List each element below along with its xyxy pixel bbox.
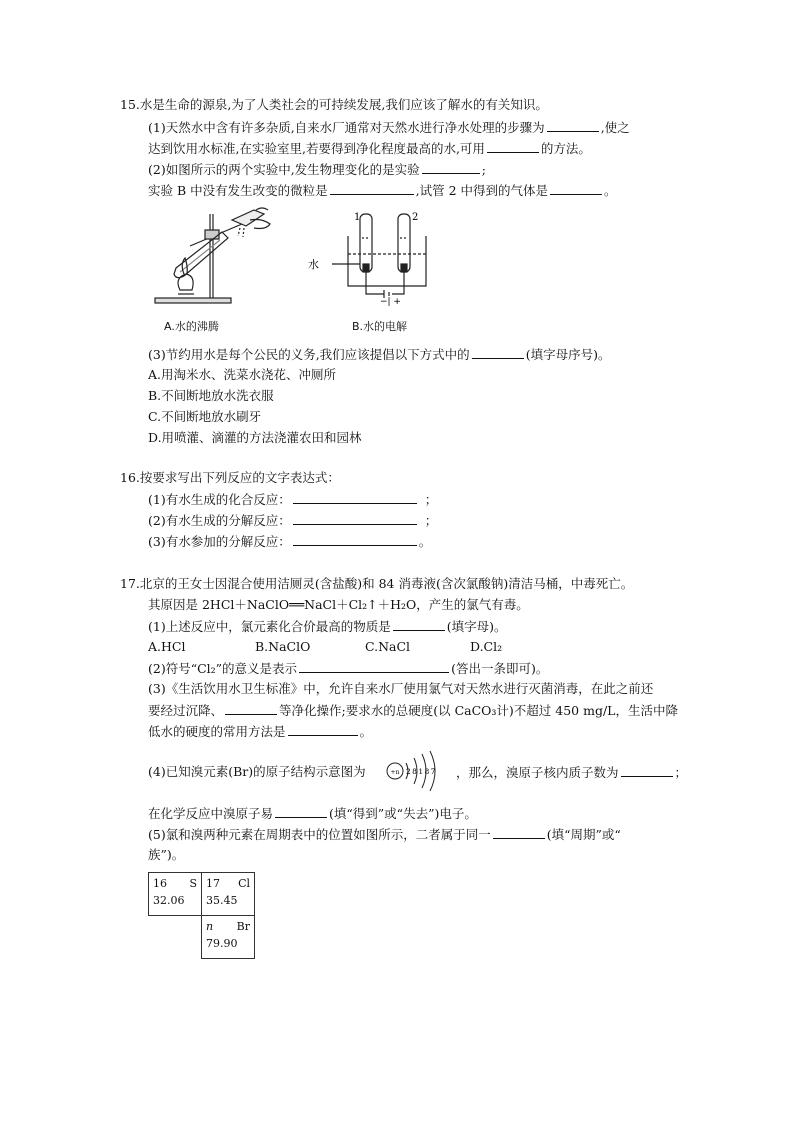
- water-label: 水: [308, 258, 319, 271]
- q17-p3e: 。: [359, 724, 373, 739]
- q17-p2a: (2)符号“Cl₂”的意义是表示: [148, 661, 298, 676]
- battery-sign: −| +: [380, 297, 401, 307]
- q16-end1: ；: [424, 492, 438, 507]
- q15-option-a: A.用淘米水、洗菜水浇花、冲厕所: [148, 367, 337, 382]
- answer-blank[interactable]: [550, 181, 602, 195]
- atom-nucleus: +n: [390, 769, 400, 776]
- figure-a-caption: A.水的沸腾: [164, 320, 219, 333]
- q17-p3c: 等净化操作;要求水的总硬度(以 CaCO₃计)不超过 450 mg/L，生活中降: [279, 703, 678, 718]
- answer-blank[interactable]: [293, 532, 417, 546]
- q17-part3-line1: (3)《生活饮用水卫生标准》中，允许自来水厂使用氯气对天然水进行灭菌消毒，在此之前还: [148, 681, 654, 696]
- figure-b-caption: B.水的电解: [352, 320, 408, 333]
- q17-p4c: ；: [674, 765, 688, 780]
- q15-title: 15.水是生命的源泉,为了人类社会的可持续发展,我们应该了解水的有关知识。: [120, 97, 548, 112]
- answer-blank[interactable]: [299, 659, 449, 673]
- figure-b-electrolysis: [300, 208, 450, 310]
- q15-part1-line1: [148, 118, 630, 137]
- answer-blank[interactable]: [422, 160, 480, 174]
- answer-blank[interactable]: [293, 490, 417, 504]
- cl-symbol: Cl: [238, 877, 250, 890]
- q15-p2b: ;: [481, 162, 486, 177]
- q17-p5b: (填“周期”或“: [546, 827, 621, 842]
- br-symbol: Br: [236, 920, 250, 933]
- q17-p2b: (答出一条即可)。: [451, 661, 549, 676]
- figure-a-boiling: [150, 206, 285, 310]
- q16-line2: [148, 511, 437, 530]
- q16-line3: [148, 532, 431, 551]
- cl-number: 17: [206, 877, 220, 890]
- answer-blank[interactable]: [393, 617, 445, 631]
- q15-p3b: (填字母序号)。: [525, 347, 611, 362]
- q17-option-b: B.NaClO: [255, 639, 311, 654]
- answer-blank[interactable]: [472, 345, 524, 359]
- q15-part2-line2: [148, 181, 617, 200]
- q17-part1: [148, 617, 506, 636]
- br-number: n: [206, 920, 214, 933]
- q17-part4-line1b: [456, 763, 687, 782]
- q17-part2: [148, 659, 548, 678]
- q17-p1b: (填字母)。: [446, 619, 507, 634]
- q15-part3: [148, 345, 610, 364]
- q16-l3-label: (3)有水参加的分解反应：: [148, 534, 291, 549]
- q17-p4a: (4)已知溴元素(Br)的原子结构示意图为: [148, 764, 366, 779]
- q15-part1-line2: [148, 139, 591, 158]
- answer-blank[interactable]: [293, 511, 417, 525]
- tube-2-label: 2: [412, 212, 419, 223]
- q16-l2-label: (2)有水生成的分解反应：: [148, 513, 291, 528]
- answer-blank[interactable]: [487, 139, 539, 153]
- q17-equation: 其原因是 2HCl＋NaClO══NaCl＋Cl₂↑＋H₂O，产生的氯气有毒。: [148, 597, 529, 612]
- q15-part2-line1: [148, 160, 486, 179]
- element-cell-cl: [202, 873, 255, 916]
- q17-option-a: A.HCl: [148, 639, 186, 654]
- cl-mass: 35.45: [206, 894, 238, 907]
- empty-cell: [149, 916, 202, 959]
- periodic-table-fragment: [148, 872, 255, 959]
- q17-p4e: (填“得到”或“失去”)电子。: [329, 806, 477, 821]
- q15-p3a: (3)节约用水是每个公民的义务,我们应该提倡以下方式中的: [148, 347, 470, 362]
- q15-option-c: C.不间断地放水刷牙: [148, 409, 262, 424]
- answer-blank[interactable]: [275, 804, 327, 818]
- answer-blank[interactable]: [288, 722, 358, 736]
- q17-part4-line1: [148, 763, 366, 781]
- q15-p1b: ,使之: [600, 120, 630, 135]
- answer-blank[interactable]: [621, 763, 673, 777]
- q17-part5-line2: 族”)。: [148, 847, 185, 862]
- q16-line1: [148, 490, 437, 509]
- q17-part5-line1: [148, 825, 621, 844]
- q17-title: 17.北京的王女士因混合使用洁厕灵(含盐酸)和 84 消毒液(含次氯酸钠)清洁马桶，中毒死亡。: [120, 576, 634, 591]
- element-cell-s: [149, 873, 202, 916]
- answer-blank[interactable]: [225, 701, 277, 715]
- q15-p1d: 的方法。: [540, 141, 591, 156]
- q17-p4d: 在化学反应中溴原子易: [148, 806, 274, 821]
- answer-blank[interactable]: [547, 118, 599, 132]
- q17-part3-line2: [148, 701, 678, 720]
- q17-p5a: (5)氯和溴两种元素在周期表中的位置如图所示，二者属于同一: [148, 827, 491, 842]
- q16-l1-label: (1)有水生成的化合反应：: [148, 492, 291, 507]
- q17-part3-line3: [148, 722, 372, 741]
- q15-p2e: 。: [604, 183, 617, 198]
- element-cell-br: [202, 916, 255, 959]
- q16-end2: ；: [424, 513, 438, 528]
- q17-p4b: ，那么，溴原子核内质子数为: [456, 765, 619, 780]
- q17-option-d: D.Cl₂: [470, 639, 503, 654]
- q15-p2d: ,试管 2 中得到的气体是: [415, 183, 549, 198]
- q17-p3b: 要经过沉降、: [148, 703, 224, 718]
- q15-p2c: 实验 B 中没有发生改变的微粒是: [148, 183, 328, 198]
- q15-p1a: (1)天然水中含有许多杂质,自来水厂通常对天然水进行净水处理的步骤为: [148, 120, 545, 135]
- s-symbol: S: [189, 877, 197, 890]
- q15-p2a: (2)如图所示的两个实验中,发生物理变化的是实验: [148, 162, 420, 177]
- q17-p3d: 低水的硬度的常用方法是: [148, 724, 286, 739]
- answer-blank[interactable]: [493, 825, 545, 839]
- q15-p1c: 达到饮用水标准,在实验室里,若要得到净化程度最高的水,可用: [148, 141, 485, 156]
- q17-option-c: C.NaCl: [365, 639, 411, 654]
- q17-p1a: (1)上述反应中，氯元素化合价最高的物质是: [148, 619, 391, 634]
- q15-option-b: B.不间断地放水洗衣服: [148, 388, 274, 403]
- q15-option-d: D.用喷灌、滴灌的方法浇灌农田和园林: [148, 430, 362, 445]
- q16-end3: 。: [418, 534, 432, 549]
- q17-part4-line2: [148, 804, 477, 823]
- answer-blank[interactable]: [330, 181, 414, 195]
- atom-shells: 28187: [406, 767, 437, 776]
- q16-title: 16.按要求写出下列反应的文字表达式：: [120, 470, 340, 485]
- bromine-atom-diagram: [386, 748, 452, 794]
- tube-1-label: 1: [354, 212, 361, 223]
- s-number: 16: [153, 877, 167, 890]
- s-mass: 32.06: [153, 894, 185, 907]
- br-mass: 79.90: [206, 937, 238, 950]
